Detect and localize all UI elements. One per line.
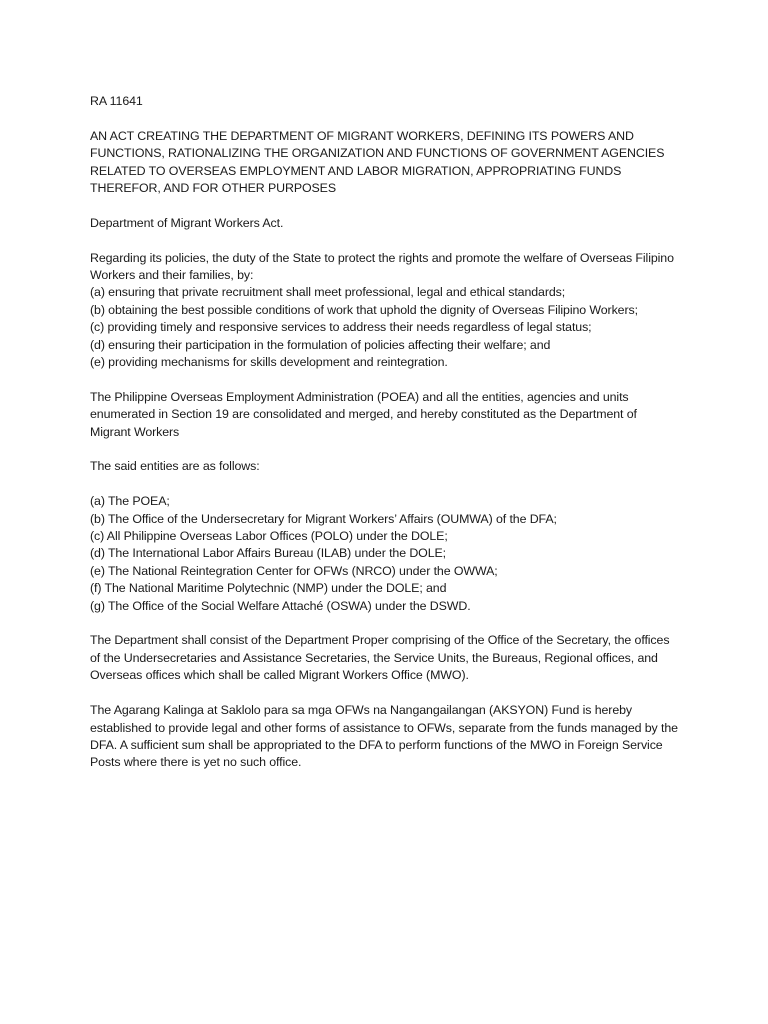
document-title: AN ACT CREATING THE DEPARTMENT OF MIGRANT WORKERS, DEFINING ITS POWERS AND FUNCTIONS, RATIONALIZING THE ORGANIZATION AND FUNCTIONS OF GOVERNMENT AGENCIES RELATED TO OVERSEAS EMPLOYMENT AND LABOR MIGRATION, APPROPRIATING FUNDS THEREFOR, AND FOR OTHER PURPOSES [90, 128, 665, 196]
policy-item: (a) ensuring that private recruitment shall meet professional, legal and ethical standards; [90, 285, 566, 300]
entity-item: (b) The Office of the Undersecretary for Migrant Workers’ Affairs (OUMWA) of the DFA; [90, 511, 557, 526]
entities-list [90, 493, 680, 615]
policy-item: (e) providing mechanisms for skills development and reintegration. [90, 355, 448, 370]
consolidation-paragraph: The Philippine Overseas Employment Administration (POEA) and all the entities, agencies and units enumerated in Section 19 are consolidated and merged, and hereby constituted as the Department of Migrant Workers [90, 389, 637, 439]
entity-item: (g) The Office of the Social Welfare Attaché (OSWA) under the DSWD. [90, 598, 471, 613]
document-body [90, 93, 680, 789]
fund-paragraph: The Agarang Kalinga at Saklolo para sa mga OFWs na Nangangailangan (AKSYON) Fund is hereby established to provide legal and other forms of assistance to OFWs, separate from the funds managed by the DFA. A sufficient sum shall be appropriated to the DFA to perform functions of the MWO in Foreign Service Posts where there is yet no such office. [90, 703, 678, 770]
document-reference: RA 11641 [90, 94, 143, 108]
entity-item: (a) The POEA; [90, 494, 170, 509]
entity-item: (c) All Philippine Overseas Labor Offices (POLO) under the DOLE; [90, 529, 448, 544]
short-title: Department of Migrant Workers Act. [90, 215, 284, 230]
policies-intro: Regarding its policies, the duty of the State to protect the rights and promote the welfare of Overseas Filipino Workers and their families, by: [90, 250, 674, 283]
structure-paragraph: The Department shall consist of the Department Proper comprising of the Office of the Secretary, the offices of the Undersecretaries and Assistance Secretaries, the Service Units, the Bureaus, Regional offices, and Overseas offices which shall be called Migrant Workers Office (MWO). [90, 633, 670, 683]
entities-intro: The said entities are as follows: [90, 459, 260, 474]
entity-item: (d) The International Labor Affairs Bureau (ILAB) under the DOLE; [90, 546, 447, 561]
policies-section [90, 250, 680, 372]
policy-item: (c) providing timely and responsive services to address their needs regardless of legal status; [90, 320, 592, 335]
policy-item: (b) obtaining the best possible conditions of work that uphold the dignity of Overseas Filipino Workers; [90, 302, 638, 317]
policy-item: (d) ensuring their participation in the formulation of policies affecting their welfare; and [90, 337, 551, 352]
entity-item: (e) The National Reintegration Center for OFWs (NRCO) under the OWWA; [90, 563, 498, 578]
entity-item: (f) The National Maritime Polytechnic (NMP) under the DOLE; and [90, 581, 447, 596]
